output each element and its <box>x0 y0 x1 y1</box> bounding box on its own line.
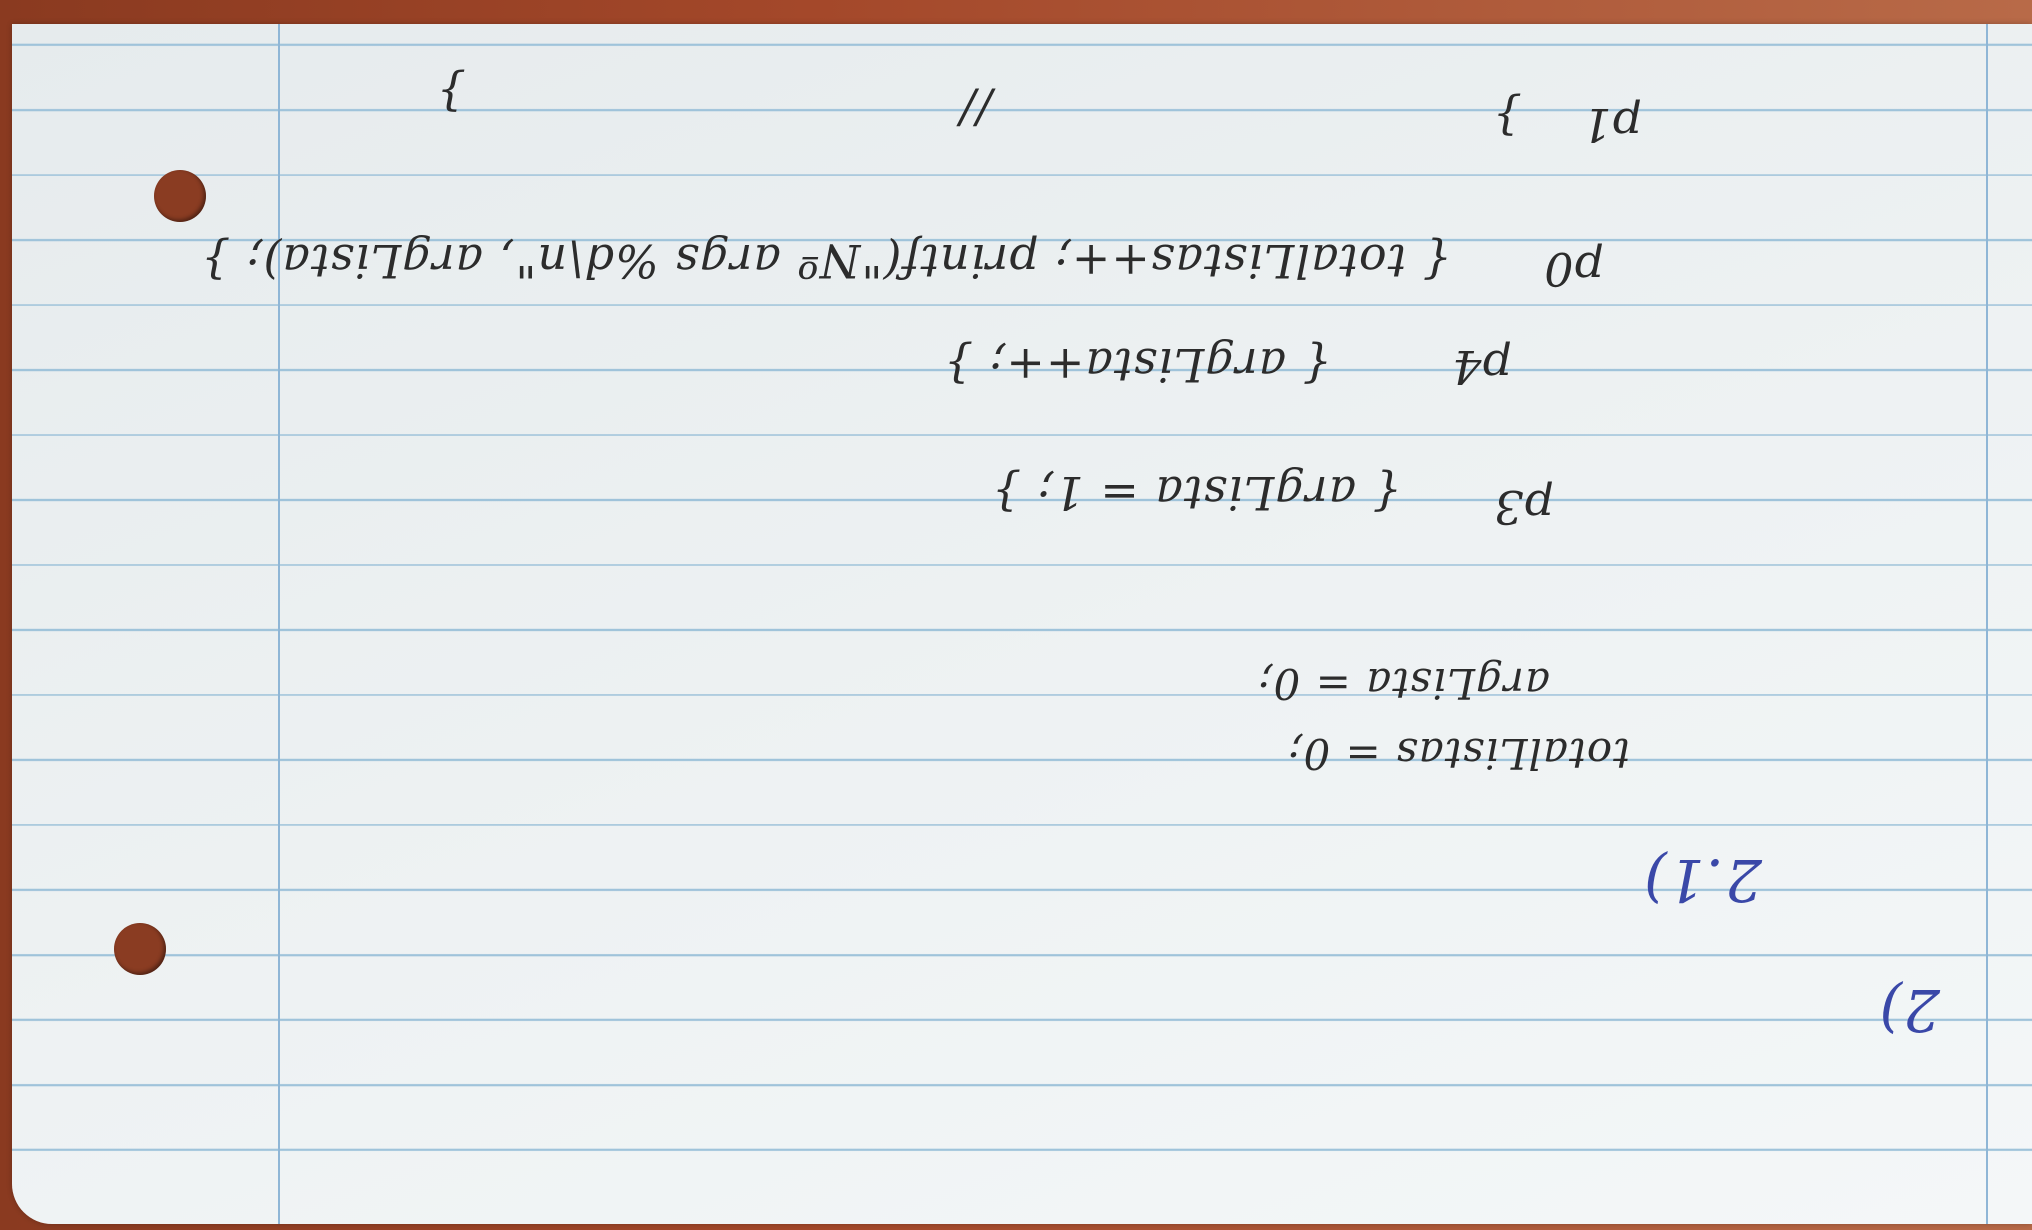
production-label-p4: p4 <box>1451 340 1512 394</box>
binder-hole-bottom <box>154 170 206 222</box>
production-comment-p1: // <box>959 82 992 136</box>
init-total-listas: totalListas = 0; <box>1287 729 1630 778</box>
production-label-p0: p0 <box>1543 242 1604 296</box>
subsection-label: 2.1) <box>1643 846 1762 914</box>
lined-paper-sheet <box>12 24 2032 1224</box>
section-label: 2) <box>1878 976 1940 1044</box>
production-code-p3: { argLista = 1; } <box>991 466 1402 520</box>
left-margin-line <box>1986 24 1988 1224</box>
production-label-p3: p3 <box>1493 480 1554 534</box>
production-label-p1: p1 <box>1581 98 1642 152</box>
production-code-p4: { argLista++; } <box>943 338 1332 392</box>
closing-brace: } <box>435 66 466 120</box>
production-brace-p1: } <box>1491 90 1522 144</box>
init-arg-lista: argLista = 0; <box>1257 659 1550 708</box>
binder-hole-top <box>114 923 166 975</box>
right-margin-line <box>278 24 280 1224</box>
production-code-p0: { totalListas++; printf("Nº args %d\n", argLista); } <box>200 234 1452 288</box>
